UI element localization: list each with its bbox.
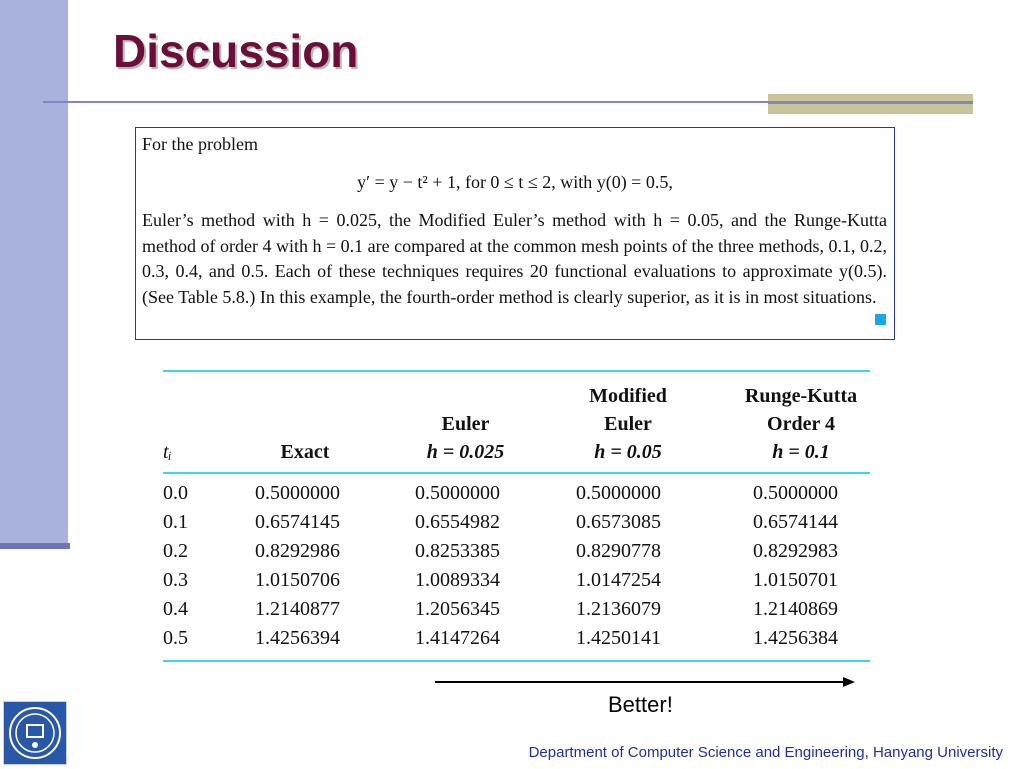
table-cell-value: 0.5000000 <box>415 482 500 504</box>
table-cell-t: 0.2 <box>163 540 188 562</box>
problem-intro: For the problem <box>142 134 258 154</box>
table-cell-value: 0.5000000 <box>576 482 661 504</box>
table-cell-value: 0.8290778 <box>576 540 661 562</box>
table-cell-value: 1.2056345 <box>415 598 500 620</box>
problem-equation: y′ = y − t² + 1, for 0 ≤ t ≤ 2, with y(0) = 0.5, <box>357 172 673 192</box>
left-decor-band <box>0 0 68 546</box>
footer-department: Department of Computer Science and Engineering, Hanyang University <box>528 744 1003 761</box>
university-seal-icon <box>3 701 67 765</box>
table-top-rule <box>163 370 870 372</box>
arrow-right-icon <box>843 677 855 687</box>
table-cell-value: 0.6573085 <box>576 511 661 533</box>
table-cell-value: 1.2136079 <box>576 598 661 620</box>
slide-title: Discussion <box>113 25 359 77</box>
table-cell-value: 0.5000000 <box>753 482 838 504</box>
problem-paragraph: Euler’s method with h = 0.025, the Modified Euler’s method with h = 0.05, and the Runge-Kutta method of order 4 with h = 0.1 are compared at the common mesh points of the three methods, 0.1, 0.2, 0.3, 0.4, and 0.5. Each of these techniques requires 20 functional evaluations to approximate y(0.5). (See Table 5.8.) In this example, the fourth-order method is clearly superior, as it is in most situations. <box>142 210 887 307</box>
table-cell-t: 0.5 <box>163 627 188 649</box>
header-modified-name1: Modified <box>589 385 667 407</box>
table-cell-value: 0.6574145 <box>255 511 340 533</box>
header-modified-h: h = 0.05 <box>594 441 662 463</box>
table-cell-t: 0.4 <box>163 598 188 620</box>
table-cell-value: 1.2140869 <box>753 598 838 620</box>
header-t: tᵢ <box>163 441 172 463</box>
header-rk-name1: Runge-Kutta <box>744 385 858 407</box>
table-cell-value: 0.8253385 <box>415 540 500 562</box>
table-cell-value: 1.4256384 <box>753 627 838 649</box>
table-cell-value: 1.2140877 <box>255 598 340 620</box>
better-arrow-line <box>435 681 843 683</box>
header-euler-name: Euler <box>441 413 490 435</box>
header-rk-name2: Order 4 <box>767 413 835 435</box>
table-cell-value: 1.0147254 <box>576 569 661 591</box>
table-cell-value: 0.8292986 <box>255 540 340 562</box>
header-euler-h: h = 0.025 <box>426 441 505 463</box>
title-rule-accent <box>768 94 973 114</box>
header-exact: Exact <box>280 441 330 463</box>
left-decor-band-edge <box>0 543 70 549</box>
table-cell-t: 0.1 <box>163 511 188 533</box>
end-marker-icon <box>875 314 886 325</box>
table-cell-value: 1.0089334 <box>415 569 500 591</box>
table-cell-t: 0.0 <box>163 482 188 504</box>
table-cell-value: 1.0150706 <box>255 569 340 591</box>
problem-box <box>135 127 895 340</box>
table-cell-value: 1.4250141 <box>576 627 661 649</box>
better-label: Better! <box>608 692 673 717</box>
table-cell-value: 1.4147264 <box>415 627 500 649</box>
table-cell-value: 1.4256394 <box>255 627 340 649</box>
table-cell-value: 0.6574144 <box>753 511 838 533</box>
header-rk-h: h = 0.1 <box>772 441 830 463</box>
table-header-rule <box>163 472 870 474</box>
title-rule-accent-line <box>768 102 973 104</box>
table-cell-value: 0.5000000 <box>255 482 340 504</box>
table-cell-value: 1.0150701 <box>753 569 838 591</box>
table-cell-t: 0.3 <box>163 569 188 591</box>
table-bottom-rule <box>163 660 870 662</box>
table-cell-value: 0.8292983 <box>753 540 838 562</box>
header-modified-name2: Euler <box>604 413 652 435</box>
table-cell-value: 0.6554982 <box>415 511 500 533</box>
